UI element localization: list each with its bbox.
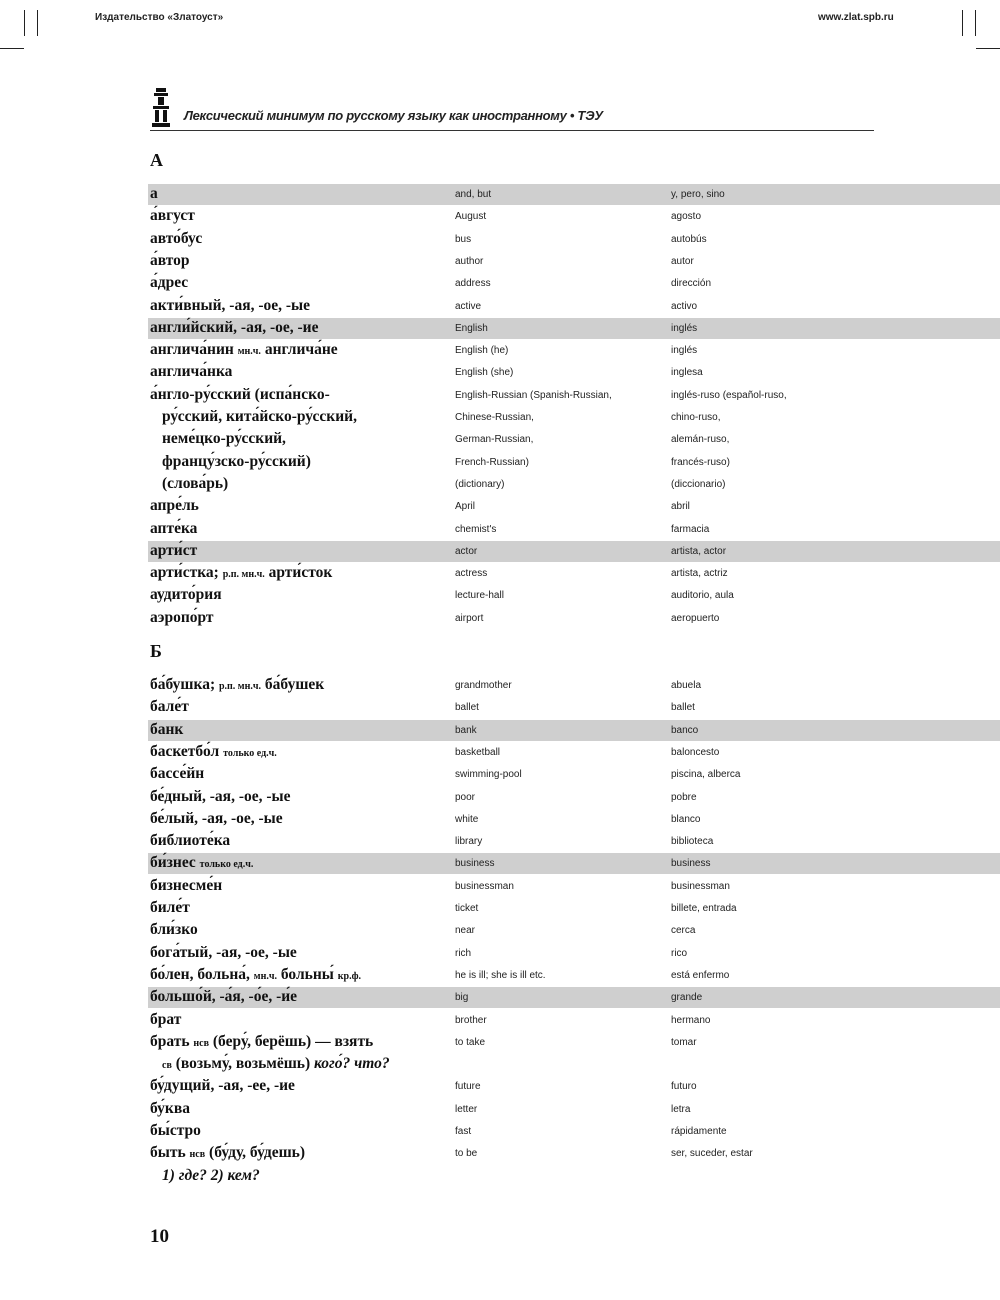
headword <box>150 921 198 939</box>
crop-mark <box>962 10 963 36</box>
headword-text: бассе́йн <box>150 765 205 783</box>
headword-form: (беру́, берёшь) — взять <box>212 1032 374 1050</box>
headword-text: а <box>150 185 158 202</box>
headword-text: биле́т <box>150 899 190 916</box>
spanish-translation: piscina, alberca <box>671 769 741 781</box>
spanish-translation: futuro <box>671 1081 697 1093</box>
headword <box>150 743 277 761</box>
dictionary-entry <box>148 697 1000 718</box>
headword-text: а́нгло-ру́сский (испа́нско- <box>150 385 330 403</box>
spanish-translation: está enfermo <box>671 969 730 981</box>
english-translation: rich <box>455 947 472 959</box>
english-translation: and, but <box>455 189 492 200</box>
spanish-translation: inglés <box>671 345 698 357</box>
dictionary-entry <box>148 1054 1000 1075</box>
spanish-translation: baloncesto <box>671 746 720 758</box>
headword-text: быть <box>150 1144 186 1162</box>
dictionary-entry <box>148 296 1000 317</box>
spanish-translation: businessman <box>671 880 730 892</box>
headword <box>150 676 324 694</box>
english-translation: French-Russian) <box>455 456 529 468</box>
headword-text: неме́цко-ру́сский, <box>162 430 286 448</box>
headword <box>150 230 202 248</box>
spanish-translation: artista, actriz <box>671 568 728 580</box>
headword-text: а́вгуст <box>150 207 195 225</box>
spanish-translation: hermano <box>671 1014 711 1026</box>
headword <box>150 609 214 627</box>
headword <box>150 877 222 895</box>
dictionary-entry <box>148 541 1000 562</box>
headword-form: больны́ <box>280 965 334 983</box>
spanish-translation: autobús <box>671 233 707 245</box>
dictionary-entry <box>148 809 1000 830</box>
grammar-note: кр.ф. <box>337 970 362 982</box>
english-translation: actress <box>455 568 488 580</box>
english-translation: chemist's <box>455 523 497 535</box>
headword-form: ба́бушек <box>264 676 325 693</box>
dictionary-entry <box>148 229 1000 250</box>
spanish-translation: ballet <box>671 702 695 714</box>
spanish-translation: biblioteca <box>671 836 714 848</box>
headword <box>150 788 291 806</box>
headword-text: банк <box>150 720 184 738</box>
english-translation: English (she) <box>455 367 514 379</box>
dictionary-entry <box>148 519 1000 540</box>
dictionary-entry <box>148 987 1000 1008</box>
spanish-translation: artista, actor <box>671 545 727 557</box>
dictionary-entry <box>148 340 1000 361</box>
spanish-translation: auditorio, aula <box>671 590 734 602</box>
spanish-translation: inglés <box>671 322 698 334</box>
headword <box>162 1055 390 1073</box>
english-translation: letter <box>455 1103 478 1115</box>
dictionary-entry <box>148 206 1000 227</box>
english-translation: fast <box>455 1126 472 1137</box>
spanish-translation: inglesa <box>671 367 703 379</box>
headword-text: апте́ка <box>150 519 198 537</box>
english-translation: bank <box>455 724 477 736</box>
english-translation: to be <box>455 1148 478 1160</box>
dictionary-entry <box>148 318 1000 339</box>
headword-text: бо́лен, больна́, <box>150 965 250 983</box>
spanish-translation: banco <box>671 724 699 736</box>
headword <box>150 1011 181 1029</box>
spanish-translation: rico <box>671 947 688 959</box>
headword <box>150 966 361 984</box>
headword-text: арти́стка; <box>150 564 219 582</box>
publisher-name: Издательство «Златоуст» <box>95 12 224 23</box>
section-letter: Б <box>150 641 162 661</box>
grammar-note: мн.ч. <box>253 970 277 982</box>
dictionary-entry <box>148 675 1000 696</box>
english-translation: April <box>455 501 476 513</box>
headword-text: акти́вный, -ая, -ое, -ые <box>150 296 311 314</box>
headword-text: большо́й, -а́я, -о́е, -и́е <box>150 988 298 1006</box>
english-translation: ticket <box>455 903 479 914</box>
dictionary-entry <box>148 251 1000 272</box>
english-translation: airport <box>455 612 484 624</box>
headword-text: ру́сский, кита́йско-ру́сский, <box>162 408 357 425</box>
spanish-translation: grande <box>671 992 703 1004</box>
dictionary-entry <box>148 1032 1000 1053</box>
spanish-translation: activo <box>671 300 698 312</box>
dictionary-entry <box>148 429 1000 450</box>
dictionary-entry <box>148 831 1000 852</box>
dictionary-entry <box>148 1166 1000 1187</box>
dictionary-entry <box>148 1121 1000 1142</box>
english-translation: basketball <box>455 746 501 758</box>
english-translation: big <box>455 992 469 1004</box>
english-translation: address <box>455 278 491 290</box>
english-translation: ballet <box>455 702 479 714</box>
crop-mark <box>976 48 1000 49</box>
headword-text: би́знес <box>150 854 196 872</box>
headword <box>150 721 183 739</box>
headword <box>150 899 190 917</box>
grammar-note: св <box>162 1060 172 1072</box>
dictionary-entry <box>148 965 1000 986</box>
dictionary-entry <box>148 1076 1000 1097</box>
english-translation: bus <box>455 233 472 245</box>
headword <box>150 207 195 225</box>
headword <box>150 810 283 828</box>
headword <box>150 520 197 538</box>
headword-text: авто́бус <box>150 229 203 247</box>
dictionary-entry <box>148 474 1000 495</box>
spanish-translation: dirección <box>671 278 712 290</box>
headword-text: бога́тый, -ая, -ое, -ые <box>150 943 297 961</box>
headword <box>162 453 311 471</box>
crop-mark <box>975 10 976 36</box>
headword <box>150 297 310 315</box>
headword <box>150 386 330 404</box>
headword-text: арти́ст <box>150 541 198 559</box>
spanish-translation: alemán-ruso, <box>671 434 730 446</box>
publisher-logo-icon <box>150 86 172 128</box>
headword-text: бы́стро <box>150 1122 201 1139</box>
english-translation: author <box>455 255 484 267</box>
headword-text: бе́лый, -ая, -ое, -ые <box>150 809 283 827</box>
english-translation: English (he) <box>455 345 509 357</box>
grammar-note: только ед.ч. <box>223 747 277 759</box>
spanish-translation: pobre <box>671 791 697 803</box>
grammar-note: только ед.ч. <box>199 859 254 871</box>
headword <box>150 944 297 962</box>
dictionary-entry <box>148 764 1000 785</box>
headword-text: брат <box>150 1010 182 1028</box>
dictionary-entry <box>148 787 1000 808</box>
english-translation: (dictionary) <box>455 478 505 490</box>
headword <box>150 1122 201 1140</box>
headword <box>150 274 188 292</box>
headword-form: англича́не <box>264 341 338 359</box>
headword <box>150 497 199 515</box>
spanish-translation: farmacia <box>671 523 710 535</box>
spanish-translation: abuela <box>671 680 702 691</box>
dictionary-entry <box>148 876 1000 897</box>
english-translation: near <box>455 925 476 937</box>
english-translation: white <box>455 813 479 825</box>
spanish-translation: autor <box>671 255 694 267</box>
crop-mark <box>24 10 25 36</box>
spanish-translation: cerca <box>671 925 696 937</box>
headword <box>150 698 189 716</box>
english-translation: active <box>455 300 482 312</box>
dictionary-entry <box>148 608 1000 629</box>
dictionary-entry <box>148 563 1000 584</box>
english-translation: English-Russian (Spanish-Russian, <box>455 389 612 401</box>
spanish-translation: billete, entrada <box>671 903 737 914</box>
english-translation: poor <box>455 791 476 803</box>
headword-text: францу́зско-ру́сский) <box>162 452 311 470</box>
headword <box>162 408 357 426</box>
spanish-translation: inglés-ruso (español-ruso, <box>671 389 787 401</box>
headword <box>150 832 230 850</box>
grammar-note: нсв <box>189 1149 206 1161</box>
headword-form: (возьму́, возьмёшь) <box>175 1055 311 1073</box>
spanish-translation: tomar <box>671 1036 697 1048</box>
dictionary-entry <box>148 362 1000 383</box>
dictionary-entry <box>148 943 1000 964</box>
headword <box>162 430 286 448</box>
dictionary-entry <box>148 898 1000 919</box>
spanish-translation: blanco <box>671 813 701 825</box>
headword-form: (бу́ду, бу́дешь) <box>209 1144 306 1162</box>
headword-text: англи́йский, -ая, -ое, -ие <box>150 318 319 336</box>
headword <box>150 252 190 270</box>
spanish-translation: (diccionario) <box>671 478 726 490</box>
crop-mark <box>0 48 24 49</box>
english-translation: businessman <box>455 880 514 892</box>
grammar-note: р.п. мн.ч. <box>218 681 262 692</box>
spanish-translation: abril <box>671 501 690 513</box>
headword-text: англича́нка <box>150 363 233 381</box>
series-title: Лексический минимум по русскому языку как иностранному • ТЭУ <box>184 108 603 123</box>
headword <box>150 542 197 560</box>
spanish-translation: aeropuerto <box>671 612 720 624</box>
headword-text: бизнесме́н <box>150 876 223 894</box>
spanish-translation: rápidamente <box>671 1126 727 1137</box>
spanish-translation: business <box>671 858 711 870</box>
question-words: 1) где? 2) кем? <box>162 1166 260 1184</box>
english-translation: August <box>455 211 487 223</box>
dictionary-entry <box>148 1010 1000 1031</box>
headword <box>150 1033 373 1051</box>
dictionary-entry <box>148 920 1000 941</box>
series-header <box>150 86 874 131</box>
headword-text: бале́т <box>150 698 189 716</box>
dictionary-entry <box>148 496 1000 517</box>
spanish-translation: francés-ruso) <box>671 456 730 468</box>
headword <box>150 988 297 1006</box>
headword-text: брать <box>150 1032 190 1050</box>
grammar-note: нсв <box>193 1037 210 1049</box>
headword-text: бу́ква <box>150 1099 190 1117</box>
headword <box>150 341 338 359</box>
headword-text: (слова́рь) <box>162 474 229 492</box>
headword <box>162 1167 260 1185</box>
headword <box>150 1100 190 1118</box>
crop-mark <box>37 10 38 36</box>
headword <box>150 586 222 604</box>
headword <box>150 765 204 783</box>
dictionary-entry <box>148 853 1000 874</box>
english-translation: English <box>455 322 488 334</box>
english-translation: future <box>455 1081 481 1093</box>
spanish-translation: agosto <box>671 211 702 223</box>
headword-text: аудито́рия <box>150 586 222 604</box>
english-translation: swimming-pool <box>455 769 522 781</box>
headword-text: а́втор <box>150 251 190 269</box>
headword-text: бу́дущий, -ая, -ее, -ие <box>150 1077 295 1095</box>
dictionary-entry <box>148 1143 1000 1164</box>
headword-text: бли́зко <box>150 921 198 939</box>
english-translation: lecture-hall <box>455 590 504 602</box>
dictionary-entry <box>148 1099 1000 1120</box>
headword-text: аэропо́рт <box>150 608 214 626</box>
headword-text: апре́ль <box>150 497 199 515</box>
headword <box>150 319 318 337</box>
spanish-translation: y, pero, sino <box>671 189 725 200</box>
english-translation: Chinese-Russian, <box>455 412 534 423</box>
headword <box>150 185 158 203</box>
english-translation: business <box>455 858 495 870</box>
dictionary-entry <box>148 720 1000 741</box>
headword <box>150 363 232 381</box>
headword-text: англича́нин <box>150 341 234 359</box>
headword <box>150 1077 295 1095</box>
headword-form: арти́сток <box>268 564 333 582</box>
spanish-translation: letra <box>671 1103 691 1115</box>
english-translation: he is ill; she is ill etc. <box>455 969 546 981</box>
dictionary-entry <box>148 585 1000 606</box>
english-translation: brother <box>455 1014 487 1026</box>
page-number: 10 <box>150 1226 169 1247</box>
headword-text: баскетбо́л <box>150 742 220 760</box>
headword-text: бе́дный, -ая, -ое, -ые <box>150 787 291 805</box>
grammar-note: мн.ч. <box>237 346 261 358</box>
dictionary-entry <box>148 385 1000 406</box>
headword <box>150 854 253 872</box>
english-translation: grandmother <box>455 680 512 691</box>
headword <box>162 475 228 493</box>
dictionary-entry <box>148 407 1000 428</box>
english-translation: library <box>455 836 483 848</box>
headword-text: ба́бушка; <box>150 676 216 693</box>
english-translation: to take <box>455 1036 486 1048</box>
english-translation: German-Russian, <box>455 434 534 446</box>
dictionary-entry <box>148 184 1000 205</box>
headword <box>150 1144 305 1162</box>
dictionary-entry <box>148 742 1000 763</box>
website-link[interactable]: www.zlat.spb.ru <box>818 12 894 23</box>
spanish-translation: chino-ruso, <box>671 412 721 423</box>
headword-text: а́дрес <box>150 274 189 292</box>
grammar-note: р.п. мн.ч. <box>222 569 265 581</box>
section-letter: А <box>150 150 163 170</box>
dictionary-entry <box>148 273 1000 294</box>
english-translation: actor <box>455 545 478 557</box>
headword-text: библиоте́ка <box>150 832 231 850</box>
spanish-translation: ser, suceder, estar <box>671 1148 753 1160</box>
dictionary-entry <box>148 452 1000 473</box>
headword <box>150 564 332 582</box>
question-words: кого́? что? <box>314 1055 390 1073</box>
